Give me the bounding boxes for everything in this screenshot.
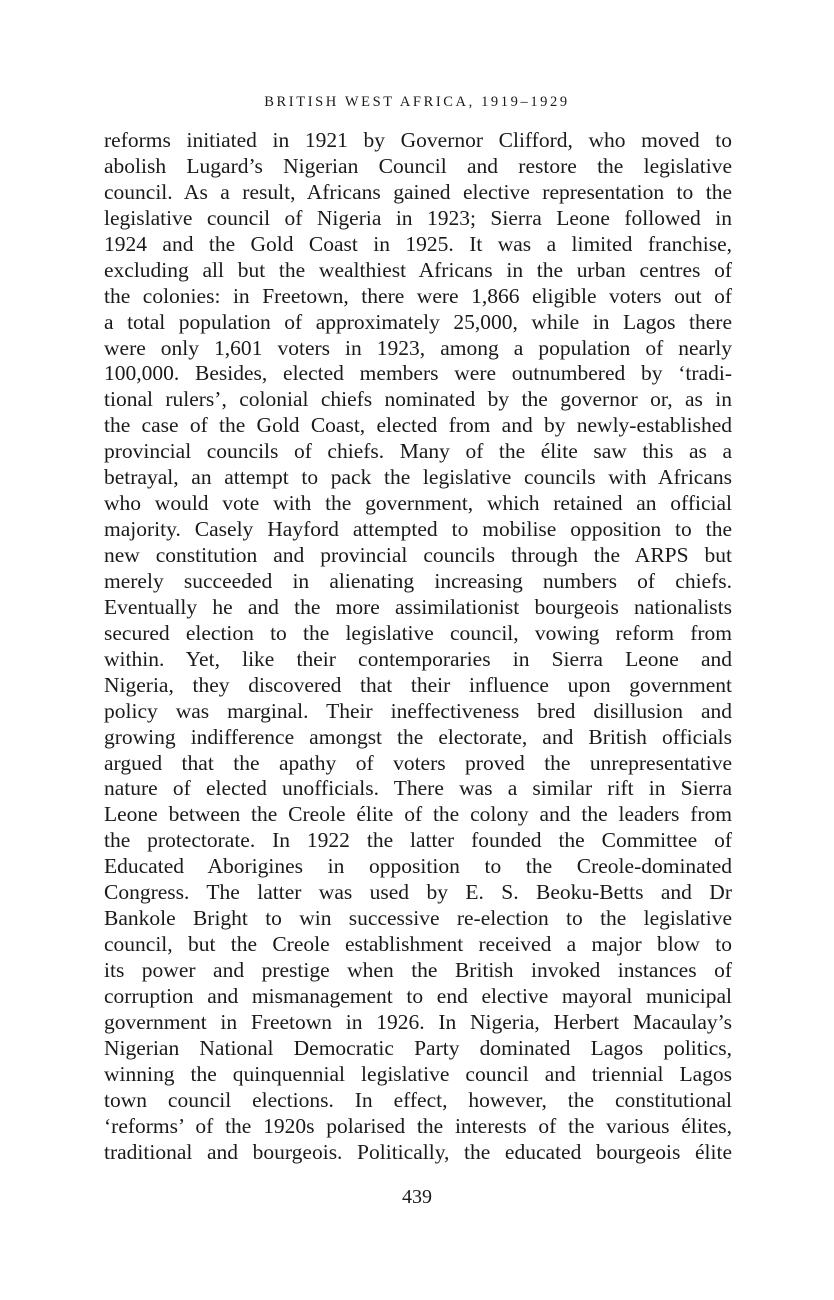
text-line: secured election to the legislative council, vowing reform from xyxy=(104,620,732,645)
text-line: who would vote with the government, which retained an official xyxy=(104,491,732,516)
body-paragraph xyxy=(104,128,732,1166)
text-line: council, but the Creole establishment received a major blow to xyxy=(104,932,732,957)
text-line: town council elections. In effect, however, the constitutional xyxy=(104,1087,732,1112)
text-line: Educated Aborigines in opposition to the Creole-dominated xyxy=(104,854,732,879)
text-line: abolish Lugard’s Nigerian Council and restore the legislative xyxy=(104,153,732,178)
text-line: the case of the Gold Coast, elected from and by newly-established xyxy=(104,413,732,438)
text-line: its power and prestige when the British invoked instances of xyxy=(104,958,732,982)
text-line: 1924 and the Gold Coast in 1925. It was a limited franchise, xyxy=(104,231,732,256)
text-line: council. As a result, Africans gained elective representation to the xyxy=(104,179,732,204)
text-line: Nigeria, they discovered that their influence upon government xyxy=(104,672,732,697)
text-line: ‘reforms’ of the 1920s polarised the interests of the various élites, xyxy=(104,1113,732,1138)
text-line: merely succeeded in alienating increasing numbers of chiefs. xyxy=(104,568,732,593)
text-line: new constitution and provincial councils through the ARPS but xyxy=(104,543,732,567)
text-line: growing indifference amongst the electorate, and British officials xyxy=(104,724,732,749)
text-line: Congress. The latter was used by E. S. Beoku-Betts and Dr xyxy=(104,880,732,905)
text-line: Eventually he and the more assimilationist bourgeois nationalists xyxy=(104,594,732,619)
text-line: betrayal, an attempt to pack the legislative councils with Africans xyxy=(104,465,732,490)
text-line: the colonies: in Freetown, there were 1,866 eligible voters out of xyxy=(104,283,732,308)
text-line: traditional and bourgeois. Politically, the educated bourgeois élite xyxy=(104,1139,732,1164)
text-line: corruption and mismanagement to end elective mayoral municipal xyxy=(104,983,732,1008)
text-line: Bankole Bright to win successive re-election to the legislative xyxy=(104,906,732,931)
text-line: 100,000. Besides, elected members were outnumbered by ‘tradi- xyxy=(104,361,732,386)
text-line: policy was marginal. Their ineffectiveness bred disillusion and xyxy=(104,698,732,723)
text-line: reforms initiated in 1921 by Governor Clifford, who moved to xyxy=(104,128,732,152)
running-head: BRITISH WEST AFRICA, 1919–1929 xyxy=(264,94,570,110)
text-line: winning the quinquennial legislative council and triennial Lagos xyxy=(104,1061,732,1086)
text-line: tional rulers’, colonial chiefs nominated by the governor or, as in xyxy=(104,387,732,412)
text-line: majority. Casely Hayford attempted to mobilise opposition to the xyxy=(104,517,732,542)
text-line: the protectorate. In 1922 the latter founded the Committee of xyxy=(104,828,732,853)
text-line: excluding all but the wealthiest Africans in the urban centres of xyxy=(104,257,732,282)
text-line: Nigerian National Democratic Party dominated Lagos politics, xyxy=(104,1035,732,1060)
text-line: legislative council of Nigeria in 1923; Sierra Leone followed in xyxy=(104,205,732,230)
text-line: nature of elected unofficials. There was a similar rift in Sierra xyxy=(104,776,732,801)
text-line: government in Freetown in 1926. In Nigeria, Herbert Macaulay’s xyxy=(104,1009,732,1034)
text-line: within. Yet, like their contemporaries in Sierra Leone and xyxy=(104,646,732,671)
text-line: argued that the apathy of voters proved the unrepresentative xyxy=(104,750,732,775)
text-line: a total population of approximately 25,000, while in Lagos there xyxy=(104,309,732,334)
text-line: were only 1,601 voters in 1923, among a population of nearly xyxy=(104,335,732,360)
text-line: provincial councils of chiefs. Many of the élite saw this as a xyxy=(104,439,732,464)
text-line: Leone between the Creole élite of the colony and the leaders from xyxy=(104,802,732,827)
page-number: 439 xyxy=(402,1186,432,1208)
